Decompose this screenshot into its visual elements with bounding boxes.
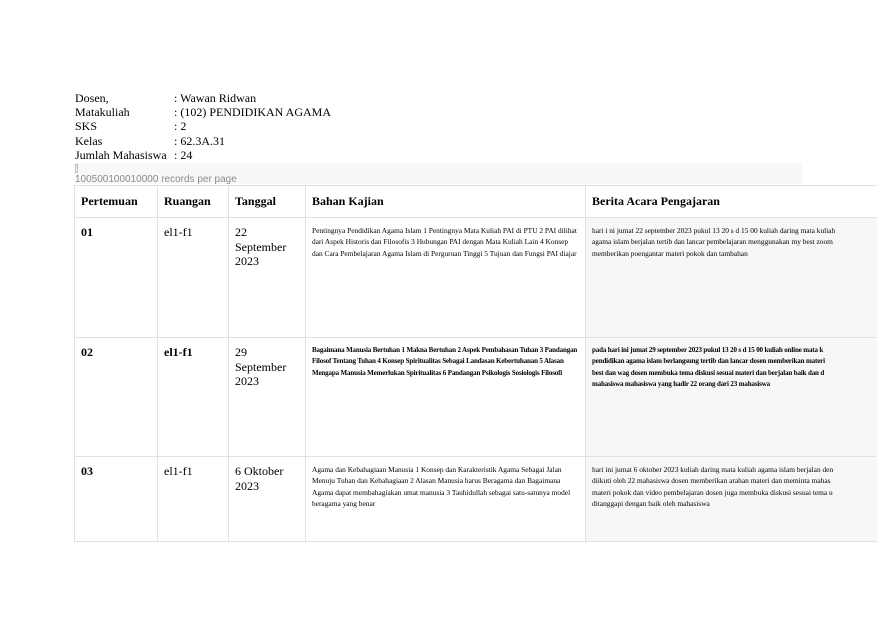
cell-ruangan: el1-f1 — [158, 218, 229, 338]
info-label: Matakuliah — [75, 105, 130, 120]
cell-ruangan: el1-f1 — [158, 457, 229, 542]
info-value: : 24 — [174, 147, 193, 162]
cell-tanggal: 6 Oktober 2023 — [229, 457, 306, 542]
berita-line: diikuti oleh 22 mahasiswa dosen memberikan arahan materi dan meminta mahas — [592, 476, 831, 486]
info-row-dosen — [75, 91, 331, 105]
berita-line: ditanggapi dengan baik oleh mahasiswa — [592, 499, 710, 509]
berita-line: mahasiswa mahasiswa yang hadir 22 orang dari 23 mahasiswa — [592, 380, 771, 389]
cell-ruangan: el1-f1 — [158, 338, 229, 457]
berita-line: hari ini jumat 6 oktober 2023 kuliah daring mata kuliah agama islam berjalan den — [592, 465, 834, 474]
info-row-matakuliah — [75, 105, 331, 119]
table-header-row — [75, 186, 877, 218]
records-per-page-select[interactable]: 100500100010000 records per page — [75, 174, 237, 185]
column-header-berita-acara[interactable]: Berita Acara Pengajaran — [586, 186, 877, 218]
table-row — [75, 338, 877, 457]
column-header-ruangan[interactable]: Ruangan — [158, 186, 229, 218]
berita-line: best dan wag dosen membuka tema diskusi sesuai materi dan berjalan baik dan d — [592, 368, 825, 377]
cell-bahan-kajian: Agama dan Kebahagiaan Manusia 1 Konsep dan Karakteristik Agama Sebagai Jalan Menuju Tuhan dan Kebahagiaan 2 Alasan Manusia harus Beragama dan Bagaimana Agama dapat membahagiakan umat manusia 3 Tauhidullah sebagai satu-satunya model beragama yang benar — [306, 457, 586, 542]
info-row-jumlah-mahasiswa — [75, 148, 331, 162]
info-label: Jumlah Mahasiswa — [75, 147, 167, 162]
cell-berita-acara — [586, 338, 877, 457]
cell-bahan-kajian: Pentingnya Pendidikan Agama Islam 1 Pentingnya Mata Kuliah PAI di PTU 2 PAI dilihat dari Aspek Historis dan Filosofis 3 Hubungan PAI dengan Mata Kuliah Lain 4 Konsep dan Cara Pembelajaran Agama Islam di Perguruan Tinggi 5 Tujuan dan Fungsi PAI diajar — [306, 218, 586, 338]
checkbox-icon[interactable] — [75, 164, 78, 173]
column-header-tanggal[interactable]: Tanggal — [229, 186, 306, 218]
berita-line: pada hari ini jumat 29 september 2023 pukul 13 20 s d 15 00 kuliah online mata k — [592, 346, 824, 354]
column-header-bahan-kajian[interactable]: Bahan Kajian — [306, 186, 586, 218]
berita-line: pendidikan agama islam berlangsung tertib dan lancar dosen memberikan materi — [592, 357, 825, 366]
course-info — [75, 91, 331, 162]
berita-line: materi pokok dan video pembelajaran dosen juga membuka diskusi sesuai tema u — [592, 487, 833, 497]
cell-pertemuan: 02 — [75, 338, 158, 457]
info-value: : (102) PENDIDIKAN AGAMA — [174, 105, 331, 120]
berita-line: hari i ni jumat 22 september 2023 pukul 13 20 s d 15 00 kuliah daring mata kuliah — [592, 226, 836, 235]
info-label: Kelas — [75, 133, 103, 148]
cell-pertemuan: 03 — [75, 457, 158, 542]
info-value: : 62.3A.31 — [174, 133, 225, 148]
table-row — [75, 457, 877, 542]
cell-tanggal: 29 September 2023 — [229, 338, 306, 457]
cell-berita-acara — [586, 218, 877, 338]
berita-line: agama islam berjalan tertib dan lancar pembelajaran menggunakan my best zoom — [592, 237, 833, 247]
info-label: Dosen, — [75, 91, 109, 105]
info-value: : 2 — [174, 119, 187, 134]
info-row-kelas — [75, 134, 331, 148]
table-row — [75, 218, 877, 338]
cell-pertemuan: 01 — [75, 218, 158, 338]
teaching-log-table — [74, 185, 877, 542]
cell-tanggal: 22 September 2023 — [229, 218, 306, 338]
info-value: : Wawan Ridwan — [174, 91, 257, 105]
berita-line: memberikan poengantar materi pokok dan tambahan — [592, 248, 748, 258]
info-label: SKS — [75, 119, 98, 134]
cell-berita-acara — [586, 457, 877, 542]
cell-bahan-kajian: Bagaimana Manusia Bertuhan 1 Makna Bertuhan 2 Aspek Pembahasan Tuhan 3 Pandangan Filosof Tentang Tuhan 4 Konsep Spiritualitas Sebagai Landasan Kebertuhanan 5 Alasan Mengapa Manusia Memerlukan Spiritualitas 6 Pandangan Psikologis Sosiologis Filosofi — [306, 338, 586, 457]
column-header-pertemuan[interactable]: Pertemuan — [75, 186, 158, 218]
info-row-sks — [75, 119, 331, 133]
